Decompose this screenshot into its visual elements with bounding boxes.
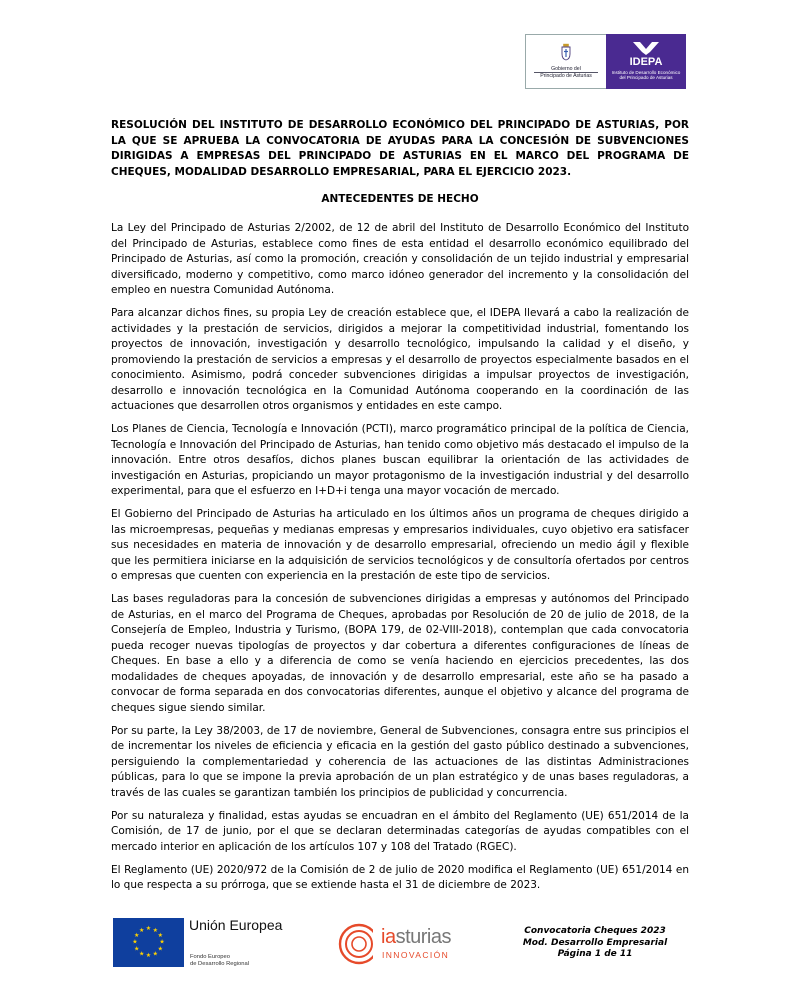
paragraph-5: Las bases reguladoras para la concesión de subvenciones dirigidas a empresas y autónomos del Principado de Asturias, en el marco del Programa de Cheques, aprobadas por Resolución de 20 de julio de 2018, de la Consejería de Empleo, Industria y Turismo, (BOPA 179, de 02-VIII-2018), contemplan que cada convocatoria pueda recoger nuevas tipologías de proyectos y dar cobertura a diferentes configuraciones de líneas de Cheques. En base a ello y a diferencia de como se venía haciendo en ejercicios precedentes, las dos modalidades de cheques apoyadas, de innovación y de desarrollo empresarial, este año se ha pasado a convocar de forma separada en dos convocatorias diferentes, aunque el objetivo y alcance del programa de cheques sigue siendo similar. — [111, 593, 689, 714]
gobierno-line-1: Gobierno del — [551, 66, 581, 72]
idepa-subtitle — [610, 70, 682, 81]
paragraph-4: El Gobierno del Principado de Asturias ha articulado en los últimos años un programa de cheques dirigido a las microempresas, pequeñas y medianas empresas y empresarios individuales, cuyo objetivo era satisfacer sus necesidades en materia de innovación y de desarrollo empresarial, ofreciendo un medio ágil y flexible que les permitiera iniciarse en la adquisición de servicios tecnológicos y de consultoría ofertados por centros o empresas que cuenten con experiencia en la prestación de este tipo de servicios. — [111, 508, 689, 582]
paragraph-7: Por su naturaleza y finalidad, estas ayudas se encuadran en el ámbito del Reglamento (UE) 651/2014 de la Comisión, de 17 de junio, por el que se declaran determinadas categorías de ayudas compatibles con el mercado interior en aplicación de los artículos 107 y 108 del Tratado (RGEC). — [111, 809, 689, 853]
svg-text:★: ★ — [157, 931, 163, 939]
idepa-symbol-icon — [632, 40, 660, 56]
iasturias-name — [381, 926, 451, 949]
gobierno-asturias-logo — [525, 34, 607, 89]
footer-line-1: Convocatoria Cheques 2023 — [524, 926, 666, 936]
idepa-logo — [606, 34, 686, 89]
idepa-name: IDEPA — [629, 56, 663, 68]
paragraph-6: Por su parte, la Ley 38/2003, de 17 de noviembre, General de Subvenciones, consagra entre sus principios el de incrementar los niveles de eficiencia y eficacia en la gestión del gasto público destinado a subvenciones, persiguiendo la complementariedad y coherencia de las actuaciones de las distintas Administraciones públicas, para lo que se impone la previa aprobación de un plan estratégico y de unas bases reguladoras, a través de las cuales se garantizan también los principios de publicidad y concurrencia. — [111, 724, 689, 799]
paragraph-8: El Reglamento (UE) 2020/972 de la Comisión de 2 de julio de 2020 modifica el Reglamento (UE) 651/2014 en lo que respecta a su prórroga, que se extiende hasta el 31 de diciembre de 2023. — [111, 863, 689, 891]
svg-text:★: ★ — [152, 950, 158, 958]
paragraph-2: Para alcanzar dichos fines, su propia Ley de creación establece que, el IDEPA llevará a cabo la realización de actividades y la prestación de servicios, dirigidos a mejorar la competitividad industrial, fomentando los proyectos de innovación, investigación y desarrollo tecnológico, impulsando la calidad y el diseño, y promoviendo la prestación de servicios a empresas y el desarrollo de proyectos especialmente basados en el conocimiento. Asimismo, podrá conceder subvenciones dirigidas a impulsar proyectos de investigación, desarrollo e innovación tecnológica en la Comunidad Autónoma cooperando en la coordinación de las actuaciones que desarrollen otros organismos y entidades en este campo. — [111, 307, 689, 412]
eu-sub-line-2: de Desarrollo Regional — [190, 961, 249, 967]
svg-text:★: ★ — [134, 931, 140, 939]
document-body — [111, 221, 689, 901]
svg-text:★: ★ — [134, 945, 140, 953]
paragraph-1: La Ley del Principado de Asturias 2/2002, de 12 de abril del Instituto de Desarrollo Económico del Instituto del Principado de Asturias, establece como fines de esta entidad el desarrollo económico equilibrado del Principado de Asturias, así como la promoción, creación y consolidación de un tejido industrial y empresarial diversificado, moderno y competitivo, como marco idóneo generador del incremento y la consolidación del empleo en nuestra Comunidad Autónoma. — [111, 222, 689, 296]
iasturias-subtitle: INNOVACIÓN — [382, 950, 450, 960]
idepa-sub-line-1: Instituto de Desarrollo Económico — [611, 70, 681, 75]
svg-text:★: ★ — [159, 938, 165, 946]
svg-text:★: ★ — [157, 945, 163, 953]
paragraph-3: Los Planes de Ciencia, Tecnología e Innovación (PCTI), marco programático principal de la política de Ciencia, Tecnología e Innovación del Principado de Asturias, han tenido como objetivo más destacado el impulso de la innovación. Entre otros desafíos, dichos planes buscan equilibrar la orientación de las actividades de investigación en Asturias, propiciando un mayor protagonismo de la investigación industrial y del desarrollo experimental, para que el esfuerzo en I+D+i tenga una mayor vocación de mercado. — [111, 423, 689, 497]
iasturias-circle-icon — [337, 921, 383, 967]
svg-text:★: ★ — [145, 925, 152, 932]
svg-text:★: ★ — [145, 952, 152, 960]
section-heading: ANTECEDENTES DE HECHO — [321, 193, 479, 205]
svg-text:★: ★ — [152, 926, 158, 934]
asturias-crest-icon — [560, 43, 572, 61]
footer-document-info — [500, 926, 690, 961]
iasturias-suffix: sturias — [395, 926, 451, 948]
header-logos — [525, 34, 686, 89]
idepa-sub-line-2: del Principado de Asturias — [619, 75, 673, 81]
page-number: Página 1 de 11 — [557, 949, 633, 959]
svg-text:★: ★ — [139, 926, 145, 934]
gobierno-line-2: Principado de Asturias — [534, 72, 598, 79]
eu-title: Unión Europea — [189, 917, 283, 933]
eu-sub-line-1: Fondo Europeo — [190, 954, 230, 960]
eu-flag-icon — [113, 918, 184, 967]
iasturias-prefix: ia — [381, 926, 396, 948]
footer-line-2: Mod. Desarrollo Empresarial — [522, 937, 668, 948]
document-title: RESOLUCIÓN DEL INSTITUTO DE DESARROLLO ECONÓMICO DEL PRINCIPADO DE ASTURIAS, POR LA QUE SE APRUEBA LA CONVOCATORIA DE AYUDAS PARA LA CONCESIÓN DE SUBVENCIONES DIRIGIDAS A EMPRESAS DEL PRINCIPADO DE ASTURIAS EN EL MARCO DEL PROGRAMA DE CHEQUES, MODALIDAD DESARROLLO EMPRESARIAL, PARA EL EJERCICIO 2023. — [111, 119, 689, 178]
svg-text:★: ★ — [139, 950, 145, 958]
svg-text:★: ★ — [132, 938, 138, 946]
gobierno-logo-text — [528, 66, 604, 79]
eu-subtitle — [190, 954, 249, 968]
